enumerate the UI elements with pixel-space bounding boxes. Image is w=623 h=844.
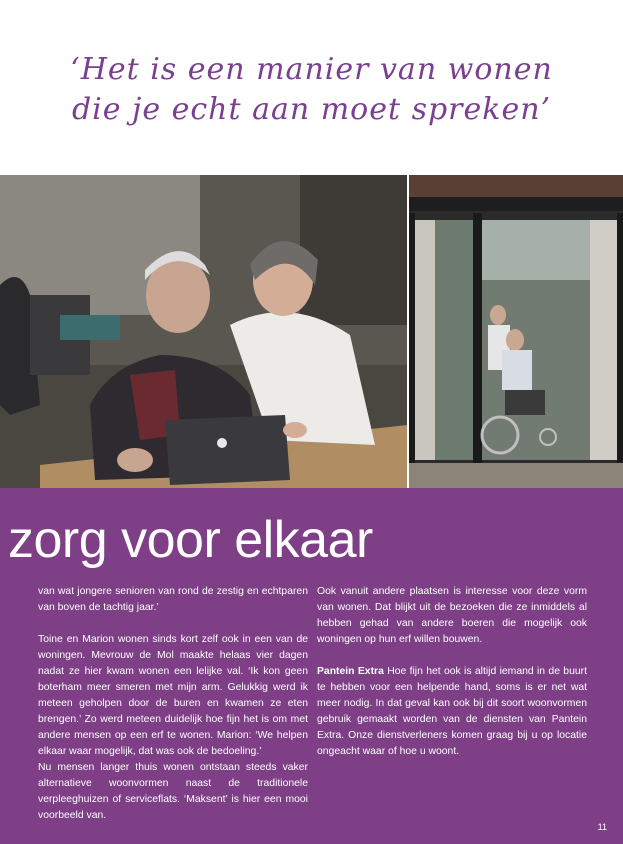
photo-wheelchair-window bbox=[409, 175, 623, 488]
text-column-right bbox=[317, 584, 587, 776]
paragraph: Toine en Marion wonen sinds kort zelf ook in een van de woningen. Mevrouw de Mol maakte helaas vier dagen nadat ze hier kwam wonen een lelijke val. ‘Ik kon geen boterham meer smeren met mijn arm. Gelukkig werd ik meteen geholpen door de buren en kwamen ze eten brengen.’ Zo werd meteen duidelijk hoe fijn het is om met andere mensen op een erf te wonen. Marion: ‘We helpen elkaar waar mogelijk, dat was ook de bedoeling.’ bbox=[38, 634, 308, 757]
paragraph: Nu mensen langer thuis wonen ontstaan steeds vaker alternatieve woonvormen naast de traditionele verpleeghuizen of serviceflats. ‘Maksent’ is hier een mooi voorbeeld van. bbox=[38, 762, 308, 821]
section-heading: zorg voor elkaar bbox=[8, 511, 373, 569]
pull-quote-line-2: die je echt aan moet spreken’ bbox=[71, 92, 552, 127]
photo-couple-tablet bbox=[0, 175, 407, 488]
pull-quote bbox=[0, 50, 623, 130]
page-number: 11 bbox=[597, 822, 607, 832]
paragraph-text: Hoe fijn het ook is altijd iemand in de buurt te hebben voor een helpende hand, soms is er net wat meer nodig. In dat geval kan ook bij dit soort woonvormen gebruik gemaakt worden van de diensten van Pantein Extra. Onze dienstverleners komen graag bij u op locatie ongeacht waar of hoe u woont. bbox=[317, 666, 587, 757]
pull-quote-line-1: ‘Het is een manier van wonen bbox=[70, 52, 553, 87]
paragraph: van wat jongere senioren van rond de zestig en echtparen van boven de tachtig jaar.’ bbox=[38, 586, 308, 613]
paragraph bbox=[317, 664, 587, 760]
subheading-pantein-extra: Pantein Extra bbox=[317, 666, 384, 677]
text-column-left bbox=[38, 584, 308, 840]
photo-strip bbox=[0, 175, 623, 488]
paragraph: Ook vanuit andere plaatsen is interesse voor deze vorm van wonen. Dat blijkt uit de bezoeken die ze inmiddels al hebben gehad van andere boeren die mogelijk ook woningen op hun erf willen bouwen. bbox=[317, 586, 587, 645]
